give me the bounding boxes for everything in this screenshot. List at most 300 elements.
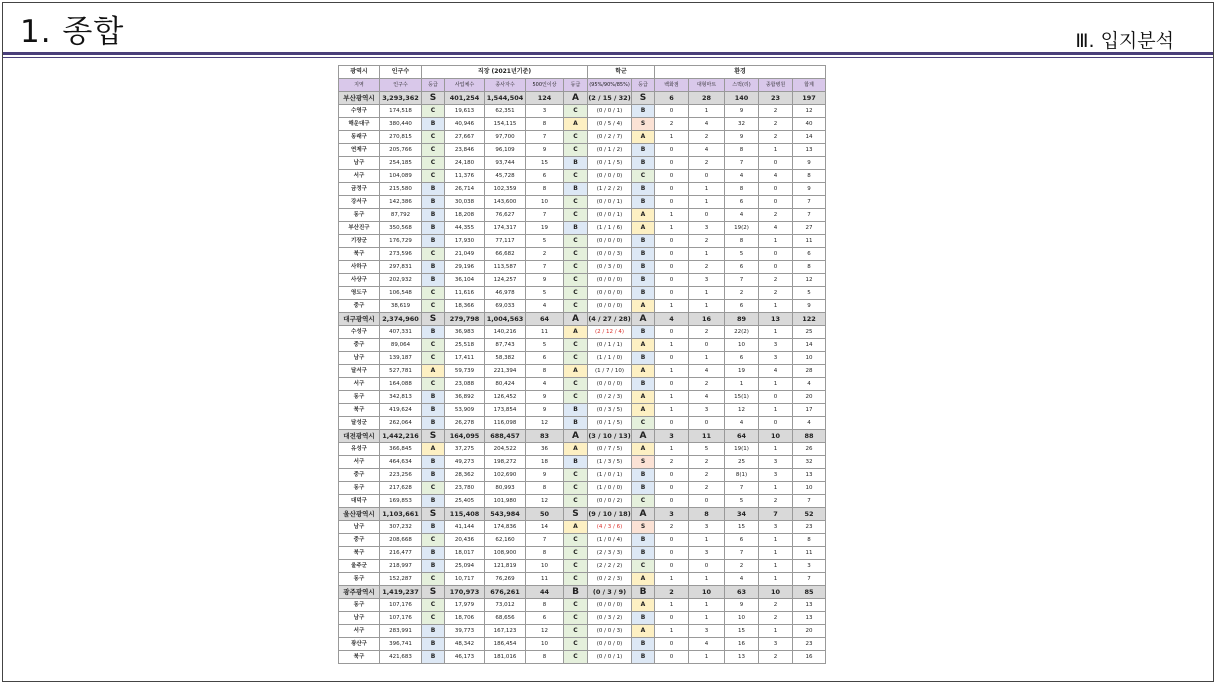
value-cell: 4 [725, 573, 759, 586]
region-name-cell: 해운대구 [339, 118, 380, 131]
value-cell: 283,991 [380, 625, 422, 638]
value-cell: 1 [655, 131, 689, 144]
grade-cell: B [422, 469, 445, 482]
table-row [339, 131, 826, 144]
region-name-cell: 북구 [339, 248, 380, 261]
value-cell: 19,613 [445, 105, 485, 118]
grade-cell: B [632, 638, 655, 651]
value-cell: (1 / 0 / 4) [588, 534, 632, 547]
value-cell: 9 [526, 144, 564, 157]
table-row [339, 417, 826, 430]
value-cell: 5 [526, 287, 564, 300]
value-cell: 527,781 [380, 365, 422, 378]
value-cell: 5 [526, 235, 564, 248]
value-cell: 53,909 [445, 404, 485, 417]
value-cell: 7 [793, 495, 826, 508]
value-cell: 1 [689, 105, 725, 118]
region-name-cell: 남구 [339, 521, 380, 534]
value-cell: 1 [655, 222, 689, 235]
value-cell: 0 [655, 248, 689, 261]
value-cell: 17 [793, 404, 826, 417]
region-name-cell: 부산진구 [339, 222, 380, 235]
grade-cell: S [422, 430, 445, 443]
value-cell: 101,980 [485, 495, 526, 508]
value-cell: 7 [759, 508, 793, 521]
column-header: 지역 [339, 79, 380, 92]
grade-cell: S [632, 92, 655, 105]
value-cell: 18,366 [445, 300, 485, 313]
value-cell: 2 [689, 157, 725, 170]
grade-cell: C [422, 105, 445, 118]
table-row [339, 573, 826, 586]
grade-cell: B [422, 638, 445, 651]
value-cell: 108,900 [485, 547, 526, 560]
value-cell: 6 [725, 352, 759, 365]
grade-cell: A [632, 300, 655, 313]
value-cell: (0 / 0 / 0) [588, 287, 632, 300]
value-cell: 11,616 [445, 287, 485, 300]
value-cell: (0 / 1 / 5) [588, 157, 632, 170]
value-cell: 270,815 [380, 131, 422, 144]
grade-cell: A [632, 391, 655, 404]
value-cell: (0 / 0 / 3) [588, 248, 632, 261]
grade-cell: S [564, 508, 588, 521]
value-cell: 13 [793, 599, 826, 612]
header-row-groups [339, 66, 826, 79]
region-name-cell: 동구 [339, 209, 380, 222]
value-cell: 121,819 [485, 560, 526, 573]
grade-cell: C [564, 144, 588, 157]
table-row [339, 456, 826, 469]
value-cell: 5 [689, 443, 725, 456]
col-workplace-group: 직장 (2021년기준) [422, 66, 588, 79]
value-cell: 80,993 [485, 482, 526, 495]
grade-cell: C [564, 261, 588, 274]
table-row [339, 352, 826, 365]
value-cell: 14 [793, 339, 826, 352]
value-cell: 0 [689, 339, 725, 352]
column-header: 대형마트 [689, 79, 725, 92]
value-cell: 96,109 [485, 144, 526, 157]
value-cell: 8 [526, 547, 564, 560]
column-header: 종합병원 [759, 79, 793, 92]
value-cell: 3 [689, 625, 725, 638]
table-row [339, 248, 826, 261]
value-cell: 3 [759, 352, 793, 365]
value-cell: (0 / 0 / 1) [588, 209, 632, 222]
value-cell: 62,160 [485, 534, 526, 547]
column-header: 인구수 [380, 79, 422, 92]
grade-cell: C [564, 495, 588, 508]
grade-cell: B [422, 547, 445, 560]
value-cell: 419,624 [380, 404, 422, 417]
value-cell: 7 [793, 573, 826, 586]
value-cell: 1 [689, 573, 725, 586]
value-cell: 52 [793, 508, 826, 521]
value-cell: 2 [759, 495, 793, 508]
value-cell: 0 [655, 469, 689, 482]
grade-cell: B [632, 378, 655, 391]
value-cell: 1 [759, 625, 793, 638]
region-name-cell: 연제구 [339, 144, 380, 157]
value-cell: 122 [793, 313, 826, 326]
grade-cell: C [564, 300, 588, 313]
value-cell: 0 [655, 196, 689, 209]
grade-cell: B [422, 196, 445, 209]
value-cell: 1 [655, 391, 689, 404]
value-cell: 8(1) [725, 469, 759, 482]
value-cell: (0 / 3 / 2) [588, 612, 632, 625]
value-cell: 7 [725, 547, 759, 560]
grade-cell: B [564, 404, 588, 417]
column-header: 500인이상 [526, 79, 564, 92]
value-cell: 16 [793, 651, 826, 664]
grade-cell: C [564, 131, 588, 144]
grade-cell: B [422, 651, 445, 664]
value-cell: 154,115 [485, 118, 526, 131]
value-cell: 32 [725, 118, 759, 131]
value-cell: 80,424 [485, 378, 526, 391]
value-cell: 0 [655, 235, 689, 248]
grade-cell: B [564, 417, 588, 430]
value-cell: 11 [793, 235, 826, 248]
grade-cell: B [564, 157, 588, 170]
value-cell: 97,700 [485, 131, 526, 144]
header-rule-thin [3, 57, 1213, 58]
value-cell: 23 [793, 638, 826, 651]
value-cell: 2 [759, 599, 793, 612]
grade-cell: B [564, 222, 588, 235]
value-cell: (0 / 0 / 0) [588, 599, 632, 612]
value-cell: 1 [689, 599, 725, 612]
value-cell: 16 [725, 638, 759, 651]
value-cell: (1 / 1 / 0) [588, 352, 632, 365]
grade-cell: B [564, 456, 588, 469]
value-cell: 2 [725, 287, 759, 300]
grade-cell: B [632, 183, 655, 196]
value-cell: 3 [655, 430, 689, 443]
value-cell: 69,033 [485, 300, 526, 313]
value-cell: 0 [655, 378, 689, 391]
value-cell: 10 [759, 586, 793, 599]
region-name-cell: 서구 [339, 170, 380, 183]
value-cell: 254,185 [380, 157, 422, 170]
table-row [339, 599, 826, 612]
value-cell: 1,103,661 [380, 508, 422, 521]
value-cell: (0 / 0 / 3) [588, 625, 632, 638]
grade-cell: A [632, 131, 655, 144]
region-name-cell: 사상구 [339, 274, 380, 287]
value-cell: 14 [526, 521, 564, 534]
grade-cell: C [422, 378, 445, 391]
value-cell: 8 [526, 118, 564, 131]
grade-cell: B [632, 651, 655, 664]
grade-cell: B [632, 612, 655, 625]
value-cell: 1 [655, 573, 689, 586]
table-row [339, 144, 826, 157]
value-cell: 8 [793, 534, 826, 547]
grade-cell: A [632, 625, 655, 638]
grade-cell: C [564, 248, 588, 261]
value-cell: 0 [759, 391, 793, 404]
value-cell: 106,548 [380, 287, 422, 300]
value-cell: 12 [793, 105, 826, 118]
grade-cell: S [632, 118, 655, 131]
value-cell: 6 [526, 352, 564, 365]
grade-cell: B [632, 547, 655, 560]
value-cell: 0 [655, 157, 689, 170]
table-row [339, 339, 826, 352]
value-cell: 4 [655, 313, 689, 326]
table-row [339, 300, 826, 313]
grade-cell: B [422, 521, 445, 534]
value-cell: 13 [793, 469, 826, 482]
table-row [339, 547, 826, 560]
value-cell: 48,342 [445, 638, 485, 651]
value-cell: 93,744 [485, 157, 526, 170]
value-cell: 186,454 [485, 638, 526, 651]
value-cell: 0 [759, 261, 793, 274]
table-row [339, 235, 826, 248]
value-cell: 6 [526, 612, 564, 625]
value-cell: 124,257 [485, 274, 526, 287]
value-cell: 5 [725, 495, 759, 508]
value-cell: (0 / 1 / 5) [588, 417, 632, 430]
value-cell: 4 [725, 170, 759, 183]
grade-cell: C [564, 287, 588, 300]
value-cell: 8 [725, 235, 759, 248]
region-name-cell: 서구 [339, 456, 380, 469]
grade-cell: B [632, 196, 655, 209]
grade-cell: C [564, 170, 588, 183]
region-name-cell: 동구 [339, 599, 380, 612]
value-cell: 25,405 [445, 495, 485, 508]
region-name-cell: 울산광역시 [339, 508, 380, 521]
value-cell: 8 [526, 482, 564, 495]
value-cell: 1 [689, 352, 725, 365]
grade-cell: S [632, 521, 655, 534]
value-cell: 11 [793, 547, 826, 560]
column-header: 등급 [632, 79, 655, 92]
value-cell: (0 / 0 / 1) [588, 651, 632, 664]
value-cell: (1 / 2 / 2) [588, 183, 632, 196]
value-cell: 10 [526, 638, 564, 651]
value-cell: 107,176 [380, 612, 422, 625]
value-cell: 14 [793, 131, 826, 144]
value-cell: 59,739 [445, 365, 485, 378]
value-cell: 4 [689, 365, 725, 378]
table-row [339, 391, 826, 404]
region-name-cell: 부산광역시 [339, 92, 380, 105]
region-name-cell: 남구 [339, 352, 380, 365]
value-cell: 7 [526, 261, 564, 274]
value-cell: 20 [793, 391, 826, 404]
value-cell: 28 [689, 92, 725, 105]
value-cell: 18,017 [445, 547, 485, 560]
table-row [339, 222, 826, 235]
value-cell: 8 [725, 144, 759, 157]
value-cell: (0 / 0 / 0) [588, 638, 632, 651]
region-name-cell: 기장군 [339, 235, 380, 248]
region-name-cell: 달성군 [339, 417, 380, 430]
value-cell: 76,627 [485, 209, 526, 222]
grade-cell: B [422, 274, 445, 287]
column-header: 합계 [793, 79, 826, 92]
region-name-cell: 동구 [339, 573, 380, 586]
table-row [339, 196, 826, 209]
value-cell: 12 [793, 274, 826, 287]
value-cell: 1,544,504 [485, 92, 526, 105]
grade-cell: B [422, 417, 445, 430]
grade-cell: B [422, 391, 445, 404]
value-cell: 0 [689, 417, 725, 430]
value-cell: 16 [689, 313, 725, 326]
value-cell: 1 [759, 326, 793, 339]
region-name-cell: 광산구 [339, 638, 380, 651]
value-cell: 1 [759, 300, 793, 313]
grade-cell: C [422, 573, 445, 586]
value-cell: 1 [689, 248, 725, 261]
value-cell: 0 [689, 170, 725, 183]
value-cell: 1 [689, 196, 725, 209]
value-cell: 0 [689, 495, 725, 508]
grade-cell: A [564, 92, 588, 105]
region-name-cell: 동구 [339, 482, 380, 495]
value-cell: 50 [526, 508, 564, 521]
value-cell: 9 [725, 105, 759, 118]
value-cell: (0 / 2 / 7) [588, 131, 632, 144]
value-cell: 1 [759, 404, 793, 417]
value-cell: 0 [655, 482, 689, 495]
grade-cell: B [422, 404, 445, 417]
value-cell: (4 / 27 / 28) [588, 313, 632, 326]
value-cell: 13 [793, 612, 826, 625]
grade-cell: A [632, 443, 655, 456]
grade-cell: A [632, 404, 655, 417]
grade-cell: C [422, 157, 445, 170]
grade-cell: C [564, 378, 588, 391]
value-cell: (2 / 12 / 4) [588, 326, 632, 339]
grade-cell: B [632, 274, 655, 287]
value-cell: 0 [655, 183, 689, 196]
column-header: 백화점 [655, 79, 689, 92]
value-cell: 44,355 [445, 222, 485, 235]
value-cell: 11 [689, 430, 725, 443]
value-cell: 49,273 [445, 456, 485, 469]
value-cell: 10 [526, 560, 564, 573]
value-cell: 181,016 [485, 651, 526, 664]
value-cell: (2 / 2 / 2) [588, 560, 632, 573]
value-cell: 1 [655, 300, 689, 313]
value-cell: (1 / 1 / 6) [588, 222, 632, 235]
grade-cell: A [564, 521, 588, 534]
value-cell: 44 [526, 586, 564, 599]
value-cell: (3 / 10 / 13) [588, 430, 632, 443]
col-region-group: 광역시 [339, 66, 380, 79]
value-cell: 0 [655, 612, 689, 625]
value-cell: 197 [793, 92, 826, 105]
value-cell: 1 [655, 625, 689, 638]
region-name-cell: 북구 [339, 651, 380, 664]
value-cell: 0 [655, 261, 689, 274]
value-cell: 5 [725, 248, 759, 261]
grade-cell: A [632, 599, 655, 612]
value-cell: (0 / 1 / 1) [588, 339, 632, 352]
value-cell: 10 [725, 339, 759, 352]
grade-cell: C [422, 612, 445, 625]
value-cell: 26 [793, 443, 826, 456]
grade-cell: C [422, 599, 445, 612]
value-cell: 1,419,237 [380, 586, 422, 599]
value-cell: 88 [793, 430, 826, 443]
table-row [339, 183, 826, 196]
value-cell: 27 [793, 222, 826, 235]
grade-cell: S [422, 313, 445, 326]
value-cell: 12 [526, 495, 564, 508]
col-environment-group: 환경 [655, 66, 826, 79]
value-cell: 36 [526, 443, 564, 456]
value-cell: 4 [689, 118, 725, 131]
value-cell: 223,256 [380, 469, 422, 482]
value-cell: 32 [793, 456, 826, 469]
value-cell: 28,362 [445, 469, 485, 482]
value-cell: 23 [793, 521, 826, 534]
value-cell: (0 / 3 / 5) [588, 404, 632, 417]
grade-cell: B [632, 287, 655, 300]
value-cell: 2 [689, 235, 725, 248]
value-cell: 115,408 [445, 508, 485, 521]
table-row [339, 469, 826, 482]
value-cell: 9 [526, 391, 564, 404]
value-cell: 407,331 [380, 326, 422, 339]
value-cell: 25 [793, 326, 826, 339]
value-cell: 17,411 [445, 352, 485, 365]
value-cell: 9 [725, 599, 759, 612]
grade-cell: A [564, 443, 588, 456]
region-name-cell: 남구 [339, 612, 380, 625]
grade-cell: C [564, 534, 588, 547]
value-cell: 15 [725, 521, 759, 534]
value-cell: 2 [689, 326, 725, 339]
grade-cell: B [422, 209, 445, 222]
value-cell: 0 [689, 209, 725, 222]
value-cell: (0 / 0 / 0) [588, 300, 632, 313]
value-cell: 167,123 [485, 625, 526, 638]
value-cell: 0 [759, 157, 793, 170]
value-cell: 4 [725, 417, 759, 430]
value-cell: 66,682 [485, 248, 526, 261]
value-cell: 10 [793, 352, 826, 365]
value-cell: 6 [526, 170, 564, 183]
value-cell: 0 [655, 495, 689, 508]
value-cell: 204,522 [485, 443, 526, 456]
value-cell: 63 [725, 586, 759, 599]
value-cell: 421,683 [380, 651, 422, 664]
table-row [339, 443, 826, 456]
value-cell: 9 [793, 300, 826, 313]
value-cell: 3 [689, 274, 725, 287]
value-cell: 2 [759, 287, 793, 300]
metro-summary-row [339, 430, 826, 443]
value-cell: 23 [759, 92, 793, 105]
value-cell: 113,587 [485, 261, 526, 274]
value-cell: 4 [689, 638, 725, 651]
value-cell: 11 [526, 573, 564, 586]
value-cell: 2 [689, 456, 725, 469]
value-cell: 0 [655, 105, 689, 118]
value-cell: 8 [689, 508, 725, 521]
value-cell: 1 [759, 573, 793, 586]
